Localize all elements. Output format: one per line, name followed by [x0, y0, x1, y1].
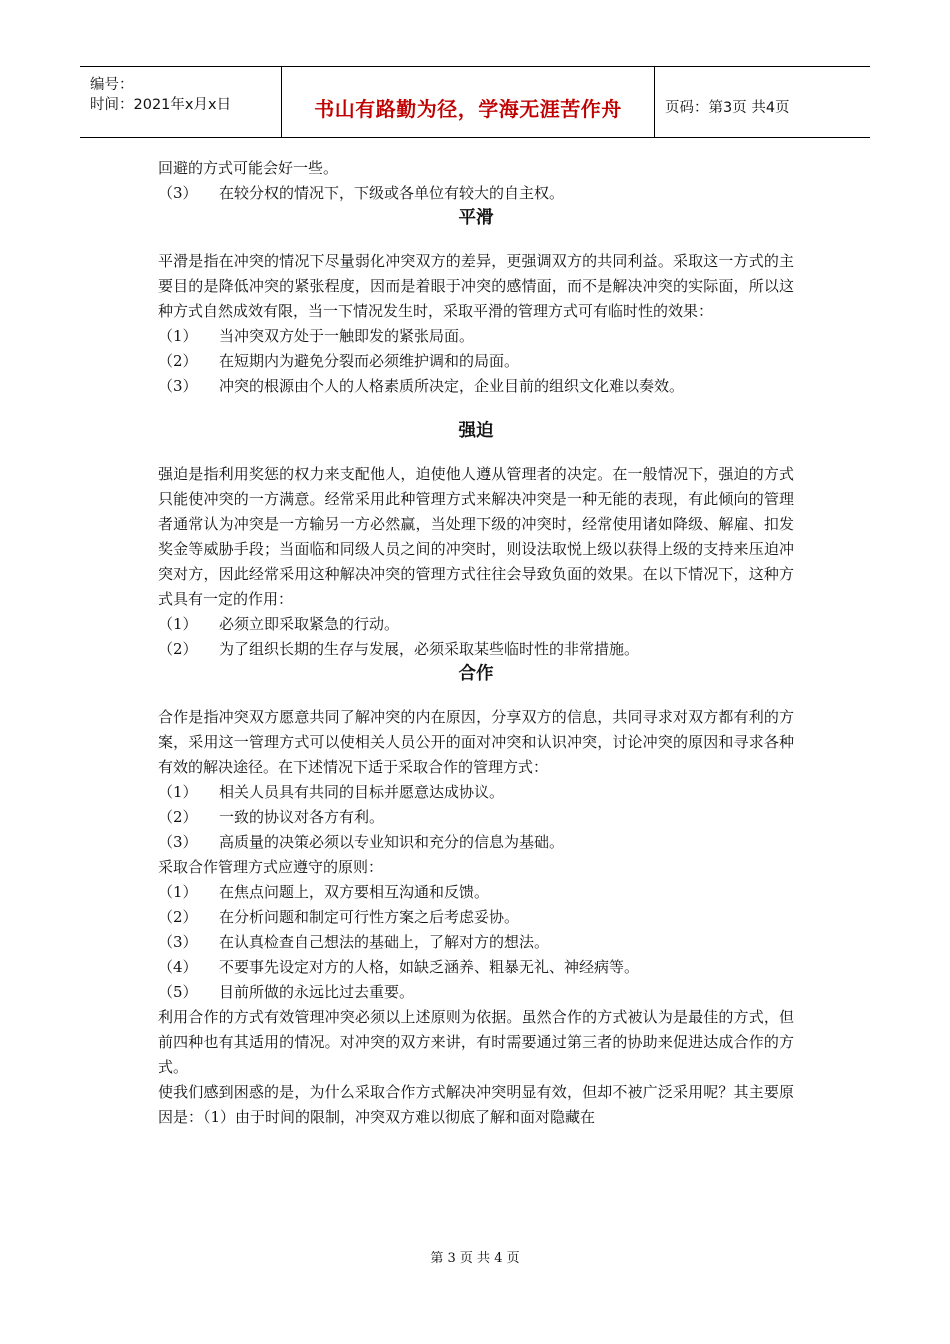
list-item: （3） 在认真检查自己想法的基础上，了解对方的想法。	[158, 933, 550, 951]
intro-line: 回避的方式可能会好一些。	[158, 159, 339, 177]
cooperation-paragraph-2: 利用合作的方式有效管理冲突必须以上述原则为依据。虽然合作的方式被认为是最佳的方式，但前四种也有其适用的情况。对冲突的双方来讲，有时需要通过第三者的协助来促进达成合作的方式。	[158, 1008, 794, 1076]
list-item: （1） 相关人员具有共同的目标并愿意达成协议。	[158, 783, 505, 801]
list-item: （2） 一致的协议对各方有利。	[158, 808, 385, 826]
list-item: （2） 为了组织长期的生存与发展，必须采取某些临时性的非常措施。	[158, 640, 640, 658]
document-body	[158, 156, 794, 1130]
page-footer: 第 3 页 共 4 页	[430, 1251, 520, 1266]
principles-intro: 采取合作管理方式应遵守的原则：	[158, 858, 384, 876]
forcing-paragraph: 强迫是指利用奖惩的权力来支配他人，迫使他人遵从管理者的决定。在一般情况下，强迫的方式只能使冲突的一方满意。经常采用此种管理方式来解决冲突是一种无能的表现，有此倾向的管理者通常认为冲突是一方输另一方必然赢，当处理下级的冲突时，经常使用诸如降级、解雇、扣发奖金等威胁手段；当面临和同级人员之间的冲突时，则设法取悦上级以获得上级的支持来压迫冲突对方，因此经常采用这种解决冲突的管理方式往往会导致负面的效果。在以下情况下，这种方式具有一定的作用：	[158, 465, 794, 608]
list-item: （3） 在较分权的情况下，下级或各单位有较大的自主权。	[158, 184, 565, 202]
page-header	[80, 66, 870, 138]
header-motto-cell	[282, 67, 655, 137]
header-info-cell	[80, 67, 282, 137]
list-item: （5） 目前所做的永远比过去重要。	[158, 983, 415, 1001]
list-item: （1） 在焦点问题上，双方要相互沟通和反馈。	[158, 883, 490, 901]
smoothing-paragraph: 平滑是指在冲突的情况下尽量弱化冲突双方的差异，更强调双方的共同利益。采取这一方式的主要目的是降低冲突的紧张程度，因而是着眼于冲突的感情面，而不是解决冲突的实际面，所以这种方式自然成效有限，当一下情况发生时，采取平滑的管理方式可有临时性的效果：	[158, 252, 794, 320]
doc-number-label: 编号：	[90, 77, 134, 93]
list-item: （1） 当冲突双方处于一触即发的紧张局面。	[158, 327, 475, 345]
list-item: （4） 不要事先设定对方的人格，如缺乏涵养、粗暴无礼、神经病等。	[158, 958, 640, 976]
list-item: （3） 冲突的根源由个人的人格素质所决定，企业目前的组织文化难以奏效。	[158, 377, 685, 395]
section-title-smoothing: 平滑	[458, 208, 494, 228]
section-title-forcing: 强迫	[458, 421, 494, 441]
cooperation-paragraph-3: 使我们感到困惑的是，为什么采取合作方式解决冲突明显有效，但却不被广泛采用呢？其主要原因是：（1）由于时间的限制，冲突双方难以彻底了解和面对隐藏在	[158, 1083, 794, 1126]
header-page-number: 页码：第3页 共4页	[665, 100, 790, 116]
section-title-cooperation: 合作	[458, 664, 494, 684]
list-item: （3） 高质量的决策必须以专业知识和充分的信息为基础。	[158, 833, 565, 851]
doc-date-label: 时间：2021年x月x日	[90, 97, 232, 113]
cooperation-paragraph: 合作是指冲突双方愿意共同了解冲突的内在原因，分享双方的信息，共同寻求对双方都有利的方案，采用这一管理方式可以使相关人员公开的面对冲突和认识冲突，讨论冲突的原因和寻求各种有效的解决途径。在下述情况下适于采取合作的管理方式：	[158, 708, 794, 776]
list-item: （1） 必须立即采取紧急的行动。	[158, 615, 400, 633]
list-item: （2） 在短期内为避免分裂而必须维护调和的局面。	[158, 352, 520, 370]
header-motto: 书山有路勤为径，学海无涯苦作舟	[314, 97, 622, 121]
header-page-cell	[655, 67, 870, 137]
list-item: （2） 在分析问题和制定可行性方案之后考虑妥协。	[158, 908, 520, 926]
